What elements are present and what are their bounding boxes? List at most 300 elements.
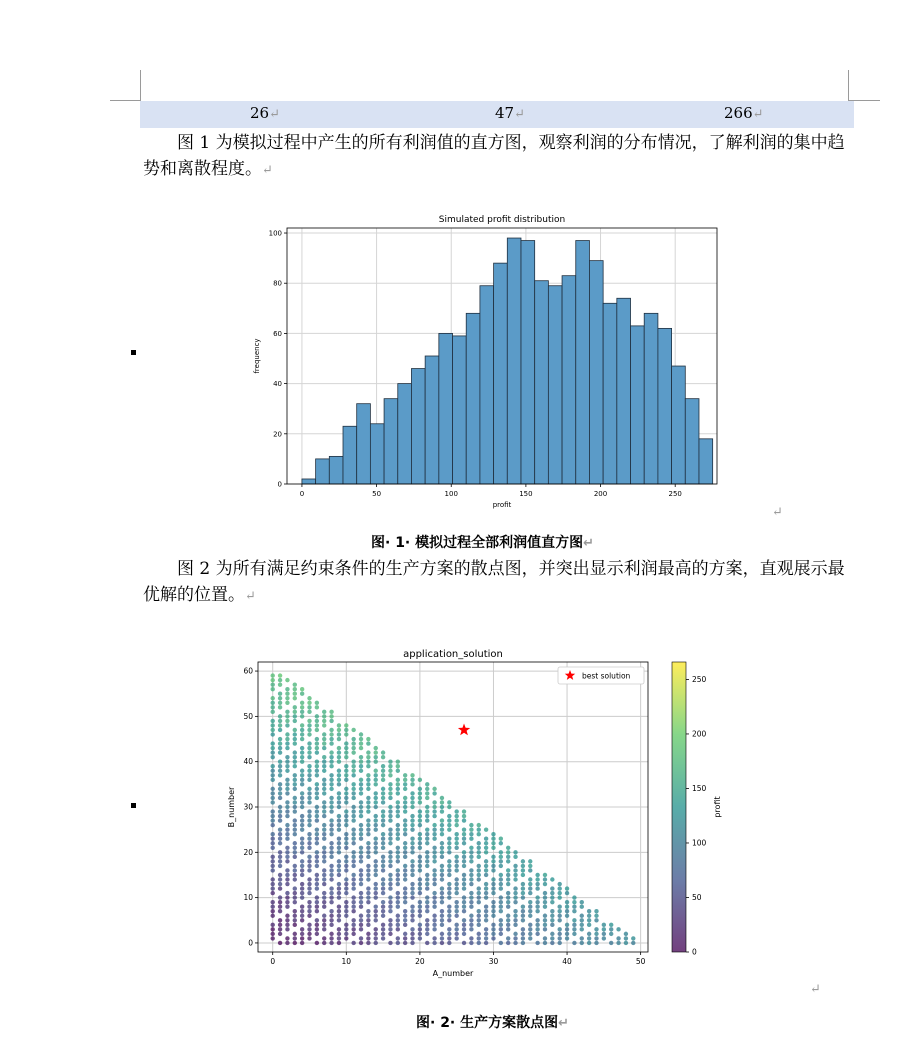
x-tick-label: 50 xyxy=(635,957,646,966)
scatter-point xyxy=(425,850,429,854)
histogram-bar xyxy=(603,303,617,484)
scatter-point xyxy=(513,936,517,940)
scatter-point xyxy=(396,832,400,836)
scatter-point xyxy=(374,904,378,908)
scatter-point xyxy=(322,859,326,863)
scatter-point xyxy=(351,873,355,877)
scatter-point xyxy=(359,805,363,809)
scatter-point xyxy=(322,800,326,804)
scatter-point xyxy=(359,746,363,750)
scatter-point xyxy=(366,855,370,859)
scatter-point xyxy=(374,759,378,763)
scatter-point xyxy=(337,755,341,759)
scatter-point xyxy=(381,755,385,759)
scatter-point xyxy=(351,900,355,904)
scatter-point xyxy=(351,759,355,763)
scatter-point xyxy=(462,837,466,841)
scatter-point xyxy=(418,818,422,822)
scatter-point xyxy=(624,941,628,945)
scatter-point xyxy=(329,923,333,927)
scatter-point xyxy=(381,846,385,850)
colorbar-tick-label: 250 xyxy=(692,674,707,684)
scatter-point xyxy=(271,755,275,759)
scatter-point xyxy=(300,837,304,841)
scatter-point xyxy=(359,846,363,850)
scatter-point xyxy=(329,846,333,850)
scatter-point xyxy=(381,787,385,791)
scatter-point xyxy=(403,855,407,859)
scatter-point xyxy=(543,941,547,945)
scatter-point xyxy=(344,791,348,795)
scatter-point xyxy=(271,832,275,836)
scatter-point xyxy=(271,900,275,904)
scatter-point xyxy=(462,832,466,836)
y-tick-label: 50 xyxy=(243,711,253,721)
scatter-point xyxy=(447,827,451,831)
scatter-point xyxy=(528,868,532,872)
scatter-point xyxy=(440,850,444,854)
scatter-point xyxy=(454,832,458,836)
scatter-point xyxy=(580,923,584,927)
scatter-point xyxy=(278,923,282,927)
scatter-point xyxy=(359,850,363,854)
scatter-point xyxy=(329,827,333,831)
scatter-point xyxy=(285,846,289,850)
scatter-point xyxy=(271,673,275,677)
scatter-point xyxy=(285,723,289,727)
scatter-point xyxy=(535,909,539,913)
scatter-point xyxy=(366,750,370,754)
scatter-point xyxy=(374,805,378,809)
scatter-point xyxy=(307,846,311,850)
scatter-point xyxy=(315,900,319,904)
scatter-point xyxy=(359,814,363,818)
scatter-point xyxy=(285,936,289,940)
histogram-bar xyxy=(685,399,699,484)
scatter-point xyxy=(278,932,282,936)
scatter-point xyxy=(440,941,444,945)
colorbar-tick-label: 0 xyxy=(692,947,697,957)
scatter-point xyxy=(322,755,326,759)
scatter-point xyxy=(329,787,333,791)
scatter-point xyxy=(322,732,326,736)
scatter-point xyxy=(462,864,466,868)
scatter-point xyxy=(315,759,319,763)
scatter-point xyxy=(359,737,363,741)
scatter-point xyxy=(366,809,370,813)
scatter-point xyxy=(425,895,429,899)
histogram-bar xyxy=(658,328,672,484)
scatter-point xyxy=(271,728,275,732)
scatter-point xyxy=(278,859,282,863)
scatter-point xyxy=(403,773,407,777)
scatter-point xyxy=(271,710,275,714)
scatter-point xyxy=(322,791,326,795)
scatter-point xyxy=(329,936,333,940)
histogram-bar xyxy=(548,286,562,484)
scatter-point xyxy=(278,850,282,854)
scatter-point xyxy=(374,769,378,773)
scatter-point xyxy=(315,818,319,822)
scatter-point xyxy=(396,850,400,854)
histogram-bar xyxy=(439,333,453,484)
scatter-point xyxy=(285,800,289,804)
scatter-point xyxy=(344,755,348,759)
scatter-point xyxy=(344,741,348,745)
scatter-point xyxy=(528,886,532,890)
scatter-point xyxy=(440,827,444,831)
scatter-point xyxy=(278,827,282,831)
scatter-point xyxy=(624,936,628,940)
scatter-point xyxy=(322,719,326,723)
scatter-point xyxy=(425,941,429,945)
scatter-point xyxy=(381,832,385,836)
scatter-point xyxy=(329,741,333,745)
scatter-point xyxy=(315,750,319,754)
scatter-point xyxy=(499,932,503,936)
scatter-point xyxy=(557,909,561,913)
scatter-point xyxy=(337,750,341,754)
figure-caption: 图· 1· 模拟过程全部利润值直方图↵ xyxy=(371,535,595,551)
scatter-point xyxy=(307,900,311,904)
scatter-point xyxy=(278,864,282,868)
scatter-point xyxy=(351,837,355,841)
scatter-point xyxy=(351,796,355,800)
scatter-point xyxy=(543,877,547,881)
scatter-point xyxy=(491,904,495,908)
scatter-point xyxy=(359,904,363,908)
scatter-point xyxy=(300,773,304,777)
scatter-point xyxy=(351,932,355,936)
scatter-point xyxy=(454,855,458,859)
scatter-point xyxy=(329,832,333,836)
scatter-point xyxy=(344,837,348,841)
scatter-point xyxy=(315,904,319,908)
scatter-point xyxy=(271,701,275,705)
histogram-bar xyxy=(453,336,467,484)
scatter-point xyxy=(469,859,473,863)
scatter-point xyxy=(506,877,510,881)
scatter-point xyxy=(278,682,282,686)
scatter-point xyxy=(271,723,275,727)
scatter-point xyxy=(513,855,517,859)
scatter-point xyxy=(337,796,341,800)
scatter-point xyxy=(462,904,466,908)
scatter-point xyxy=(344,778,348,782)
scatter-point xyxy=(344,886,348,890)
scatter-point xyxy=(543,914,547,918)
scatter-point xyxy=(462,841,466,845)
scatter-point xyxy=(271,932,275,936)
scatter-point xyxy=(293,705,297,709)
scatter-point xyxy=(587,932,591,936)
x-tick-label: 40 xyxy=(562,957,572,966)
scatter-point xyxy=(307,868,311,872)
scatter-point xyxy=(315,909,319,913)
scatter-point xyxy=(344,723,348,727)
scatter-point xyxy=(565,891,569,895)
scatter-point xyxy=(440,886,444,890)
y-tick-label: 40 xyxy=(243,757,253,767)
scatter-point xyxy=(293,877,297,881)
scatter-point xyxy=(484,891,488,895)
scatter-point xyxy=(447,814,451,818)
scatter-point xyxy=(484,864,488,868)
scatter-point xyxy=(513,909,517,913)
scatter-point xyxy=(293,868,297,872)
scatter-point xyxy=(337,818,341,822)
scatter-point xyxy=(425,832,429,836)
scatter-point xyxy=(513,873,517,877)
scatter-point xyxy=(307,837,311,841)
scatter-point xyxy=(351,941,355,945)
scatter-point xyxy=(293,841,297,845)
scatter-point xyxy=(432,837,436,841)
scatter-point xyxy=(396,809,400,813)
scatter-point xyxy=(322,814,326,818)
scatter-point xyxy=(418,787,422,791)
scatter-point xyxy=(521,932,525,936)
scatter-point xyxy=(271,846,275,850)
scatter-point xyxy=(366,741,370,745)
scatter-point xyxy=(285,737,289,741)
scatter-point xyxy=(293,719,297,723)
scatter-point xyxy=(403,941,407,945)
scatter-point xyxy=(440,909,444,913)
scatter-point xyxy=(278,723,282,727)
scatter-point xyxy=(300,800,304,804)
scatter-point xyxy=(278,814,282,818)
histogram-bar xyxy=(370,424,384,484)
scatter-point xyxy=(315,701,319,705)
scatter-point xyxy=(351,827,355,831)
scatter-point xyxy=(307,914,311,918)
y-tick-label: 20 xyxy=(243,847,253,857)
scatter-point xyxy=(307,710,311,714)
scatter-point xyxy=(410,778,414,782)
scatter-point xyxy=(366,868,370,872)
scatter-point xyxy=(344,936,348,940)
scatter-point xyxy=(359,877,363,881)
scatter-point xyxy=(322,714,326,718)
scatter-point xyxy=(322,891,326,895)
scatter-point xyxy=(388,886,392,890)
scatter-point xyxy=(491,841,495,845)
scatter-point xyxy=(329,855,333,859)
scatter-point xyxy=(477,846,481,850)
scatter-point xyxy=(513,932,517,936)
scatter-point xyxy=(381,868,385,872)
scatter-point xyxy=(572,900,576,904)
scatter-point xyxy=(381,864,385,868)
scatter-point xyxy=(484,837,488,841)
scatter-point xyxy=(344,800,348,804)
scatter-point xyxy=(543,936,547,940)
scatter-point xyxy=(388,832,392,836)
scatter-point xyxy=(293,823,297,827)
scatter-point xyxy=(322,787,326,791)
figure-caption: 图· 2· 生产方案散点图↵ xyxy=(416,1015,570,1031)
scatter-point xyxy=(381,882,385,886)
scatter-point xyxy=(580,927,584,931)
scatter-point xyxy=(300,778,304,782)
scatter-point xyxy=(410,914,414,918)
scatter-point xyxy=(550,877,554,881)
scatter-point xyxy=(278,941,282,945)
scatter-point xyxy=(329,773,333,777)
scatter-point xyxy=(410,941,414,945)
scatter-point xyxy=(293,909,297,913)
scatter-point xyxy=(374,941,378,945)
scatter-point xyxy=(344,764,348,768)
scatter-point xyxy=(484,886,488,890)
return-mark: ↵ xyxy=(810,982,821,997)
scatter-point xyxy=(469,936,473,940)
scatter-point xyxy=(381,750,385,754)
scatter-point xyxy=(307,877,311,881)
y-tick-label: 100 xyxy=(268,229,282,238)
scatter-point xyxy=(418,914,422,918)
scatter-point xyxy=(293,787,297,791)
scatter-point xyxy=(447,886,451,890)
scatter-point xyxy=(418,791,422,795)
scatter-point xyxy=(344,923,348,927)
scatter-point xyxy=(432,873,436,877)
scatter-point xyxy=(351,741,355,745)
scatter-point xyxy=(410,895,414,899)
scatter-point xyxy=(469,923,473,927)
scatter-point xyxy=(447,873,451,877)
scatter-point xyxy=(337,837,341,841)
scatter-point xyxy=(535,886,539,890)
histogram-bar xyxy=(384,399,398,484)
scatter-point xyxy=(543,882,547,886)
paragraph: 图 2 为所有满足约束条件的生产方案的散点图，并突出显示利润最高的方案，直观展示最优解的位置。↵ xyxy=(143,559,845,605)
scatter-point xyxy=(447,868,451,872)
scatter-point xyxy=(594,941,598,945)
scatter-point xyxy=(499,850,503,854)
scatter-point xyxy=(528,914,532,918)
scatter-point xyxy=(271,750,275,754)
scatter-point xyxy=(491,877,495,881)
histogram-bar xyxy=(357,404,371,484)
scatter-point xyxy=(300,909,304,913)
scatter-point xyxy=(278,769,282,773)
histogram-bar xyxy=(631,326,645,484)
y-axis-label: B_number xyxy=(227,786,236,828)
scatter-point xyxy=(344,832,348,836)
scatter-point xyxy=(374,936,378,940)
scatter-point xyxy=(403,778,407,782)
scatter-point xyxy=(337,732,341,736)
scatter-point xyxy=(307,778,311,782)
scatter-point xyxy=(388,882,392,886)
scatter-point xyxy=(344,846,348,850)
scatter-point xyxy=(491,923,495,927)
scatter-point xyxy=(278,791,282,795)
scatter-point xyxy=(454,904,458,908)
scatter-point xyxy=(322,936,326,940)
scatter-point xyxy=(366,886,370,890)
histogram-bar xyxy=(672,366,686,484)
scatter-point xyxy=(300,805,304,809)
scatter-point xyxy=(329,909,333,913)
scatter-point xyxy=(477,855,481,859)
scatter-point xyxy=(418,814,422,818)
scatter-point xyxy=(381,778,385,782)
scatter-point xyxy=(366,932,370,936)
scatter-point xyxy=(535,900,539,904)
scatter-point xyxy=(271,882,275,886)
scatter-point xyxy=(454,818,458,822)
scatter-point xyxy=(418,891,422,895)
scatter-point xyxy=(543,895,547,899)
scatter-point xyxy=(432,823,436,827)
scatter-point xyxy=(425,882,429,886)
scatter-point xyxy=(293,918,297,922)
scatter-point xyxy=(388,877,392,881)
histogram-bar xyxy=(398,384,412,484)
scatter-point xyxy=(403,809,407,813)
scatter-point xyxy=(293,832,297,836)
scatter-point xyxy=(506,927,510,931)
scatter-point xyxy=(528,864,532,868)
scatter-point xyxy=(499,886,503,890)
scatter-point xyxy=(278,909,282,913)
scatter-point xyxy=(609,932,613,936)
scatter-point xyxy=(587,936,591,940)
scatter-point xyxy=(271,837,275,841)
scatter-point xyxy=(403,895,407,899)
scatter-point xyxy=(366,800,370,804)
scatter-point xyxy=(557,941,561,945)
scatter-point xyxy=(315,791,319,795)
scatter-point xyxy=(388,909,392,913)
scatter-point xyxy=(293,759,297,763)
scatter-point xyxy=(315,714,319,718)
scatter-point xyxy=(285,877,289,881)
scatter-point xyxy=(329,941,333,945)
scatter-point xyxy=(285,882,289,886)
scatter-point xyxy=(403,873,407,877)
scatter-point xyxy=(418,904,422,908)
scatter-point xyxy=(278,805,282,809)
scatter-point xyxy=(403,900,407,904)
scatter-point xyxy=(293,932,297,936)
scatter-point xyxy=(300,841,304,845)
scatter-point xyxy=(337,918,341,922)
scatter-point xyxy=(513,941,517,945)
paragraph-bullet xyxy=(131,803,136,808)
scatter-point xyxy=(557,936,561,940)
scatter-point xyxy=(293,850,297,854)
scatter-point xyxy=(388,941,392,945)
scatter-point xyxy=(388,782,392,786)
scatter-point xyxy=(388,759,392,763)
scatter-point xyxy=(293,864,297,868)
scatter-point xyxy=(271,787,275,791)
scatter-point xyxy=(374,818,378,822)
scatter-point xyxy=(322,877,326,881)
scatter-point xyxy=(366,823,370,827)
scatter-point xyxy=(278,895,282,899)
scatter-point xyxy=(344,814,348,818)
scatter-point xyxy=(381,900,385,904)
histogram-bar xyxy=(617,298,631,484)
scatter-point xyxy=(278,759,282,763)
scatter-point xyxy=(602,932,606,936)
scatter-point xyxy=(271,769,275,773)
